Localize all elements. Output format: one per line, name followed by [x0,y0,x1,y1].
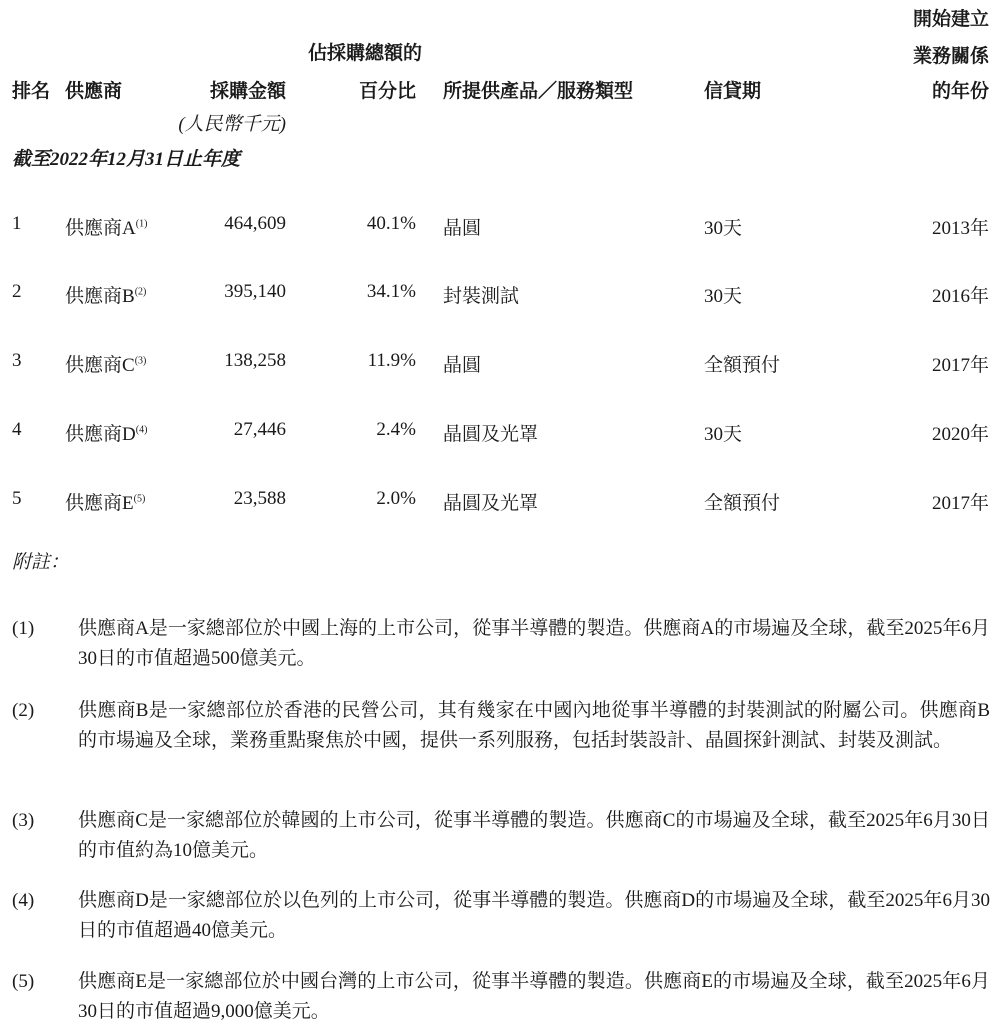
row-percent: 40.1% [366,213,416,234]
row-credit: 30天 [704,218,743,239]
note-number: (2) [12,700,35,721]
row-percent: 2.0% [376,488,416,509]
row-supplier [65,350,146,377]
footnote-ref[interactable]: (2) [134,286,147,298]
row-amount: 395,140 [224,281,286,302]
header-percent-line2: 百分比 [358,81,416,102]
row-amount: 138,258 [224,350,286,371]
row-supplier [65,419,147,446]
supplier-name: 供應商D [65,424,136,445]
row-year: 2016年 [931,286,989,307]
note-text: 供應商C是一家總部位於韓國的上市公司，從事半導體的製造。供應商C的市場遍及全球，截至2025年6月30日的市值約為10億美元。 [78,810,990,861]
footnote-ref[interactable]: (4) [135,424,148,436]
note-number: (1) [12,618,35,639]
row-supplier [65,213,147,240]
note-number: (3) [12,810,35,831]
notes-title: 附註： [12,552,70,573]
row-product: 晶圓及光罩 [443,493,539,514]
row-product: 晶圓及光罩 [443,424,539,445]
row-credit: 30天 [704,286,743,307]
note-number: (5) [12,971,35,992]
row-product: 晶圓 [443,218,482,239]
header-rank: 排名 [12,81,51,102]
supplier-name: 供應商B [65,286,135,307]
row-amount: 23,588 [233,488,286,509]
row-credit: 30天 [704,424,743,445]
row-percent: 2.4% [376,419,416,440]
supplier-name: 供應商C [65,355,135,376]
row-credit: 全額預付 [704,493,781,514]
row-product: 晶圓 [443,355,482,376]
row-rank: 5 [12,488,22,509]
header-product: 所提供產品／服務類型 [443,81,634,102]
row-rank: 2 [12,281,22,302]
row-year: 2017年 [931,355,989,376]
note-text: 供應商D是一家總部位於以色列的上市公司，從事半導體的製造。供應商D的市場遍及全球，截至2025年6月30日的市值超過40億美元。 [78,890,990,941]
row-credit: 全額預付 [704,355,781,376]
row-year: 2020年 [931,424,989,445]
footnote-ref[interactable]: (3) [134,355,147,367]
header-percent-line1: 佔採購總額的 [308,43,423,64]
header-supplier: 供應商 [65,81,123,102]
header-credit: 信貸期 [704,81,762,102]
period-label: 截至2022年12月31日止年度 [12,149,241,170]
header-year-line1: 開始建立 [912,9,989,30]
note-text: 供應商A是一家總部位於中國上海的上市公司，從事半導體的製造。供應商A的市場遍及全球，截至2025年6月30日的市值超過500億美元。 [78,618,990,669]
header-amount: 採購金額 [209,81,286,102]
header-year-line2: 業務關係 [912,46,989,67]
row-rank: 1 [12,213,22,234]
row-product: 封裝測試 [443,286,520,307]
row-supplier [65,488,145,515]
header-year-line3: 的年份 [931,81,989,102]
row-year: 2017年 [931,493,989,514]
row-amount: 464,609 [224,213,286,234]
footnote-ref[interactable]: (5) [133,493,146,505]
supplier-name: 供應商A [65,218,136,239]
row-rank: 4 [12,419,22,440]
row-supplier [65,281,146,308]
row-percent: 34.1% [366,281,416,302]
row-year: 2013年 [931,218,989,239]
note-number: (4) [12,890,35,911]
note-text: 供應商B是一家總部位於香港的民營公司，其有幾家在中國內地從事半導體的封裝測試的附屬公司。供應商B的市場遍及全球，業務重點聚焦於中國，提供一系列服務，包括封裝設計、晶圓探針測試、封裝及測試。 [78,700,990,751]
note-text: 供應商E是一家總部位於中國台灣的上市公司，從事半導體的製造。供應商E的市場遍及全球，截至2025年6月30日的市值超過9,000億美元。 [78,971,990,1022]
row-rank: 3 [12,350,22,371]
amount-unit: (人民幣千元) [178,114,286,135]
row-percent: 11.9% [367,350,416,371]
supplier-name: 供應商E [65,493,134,514]
footnote-ref[interactable]: (1) [135,218,148,230]
row-amount: 27,446 [233,419,286,440]
